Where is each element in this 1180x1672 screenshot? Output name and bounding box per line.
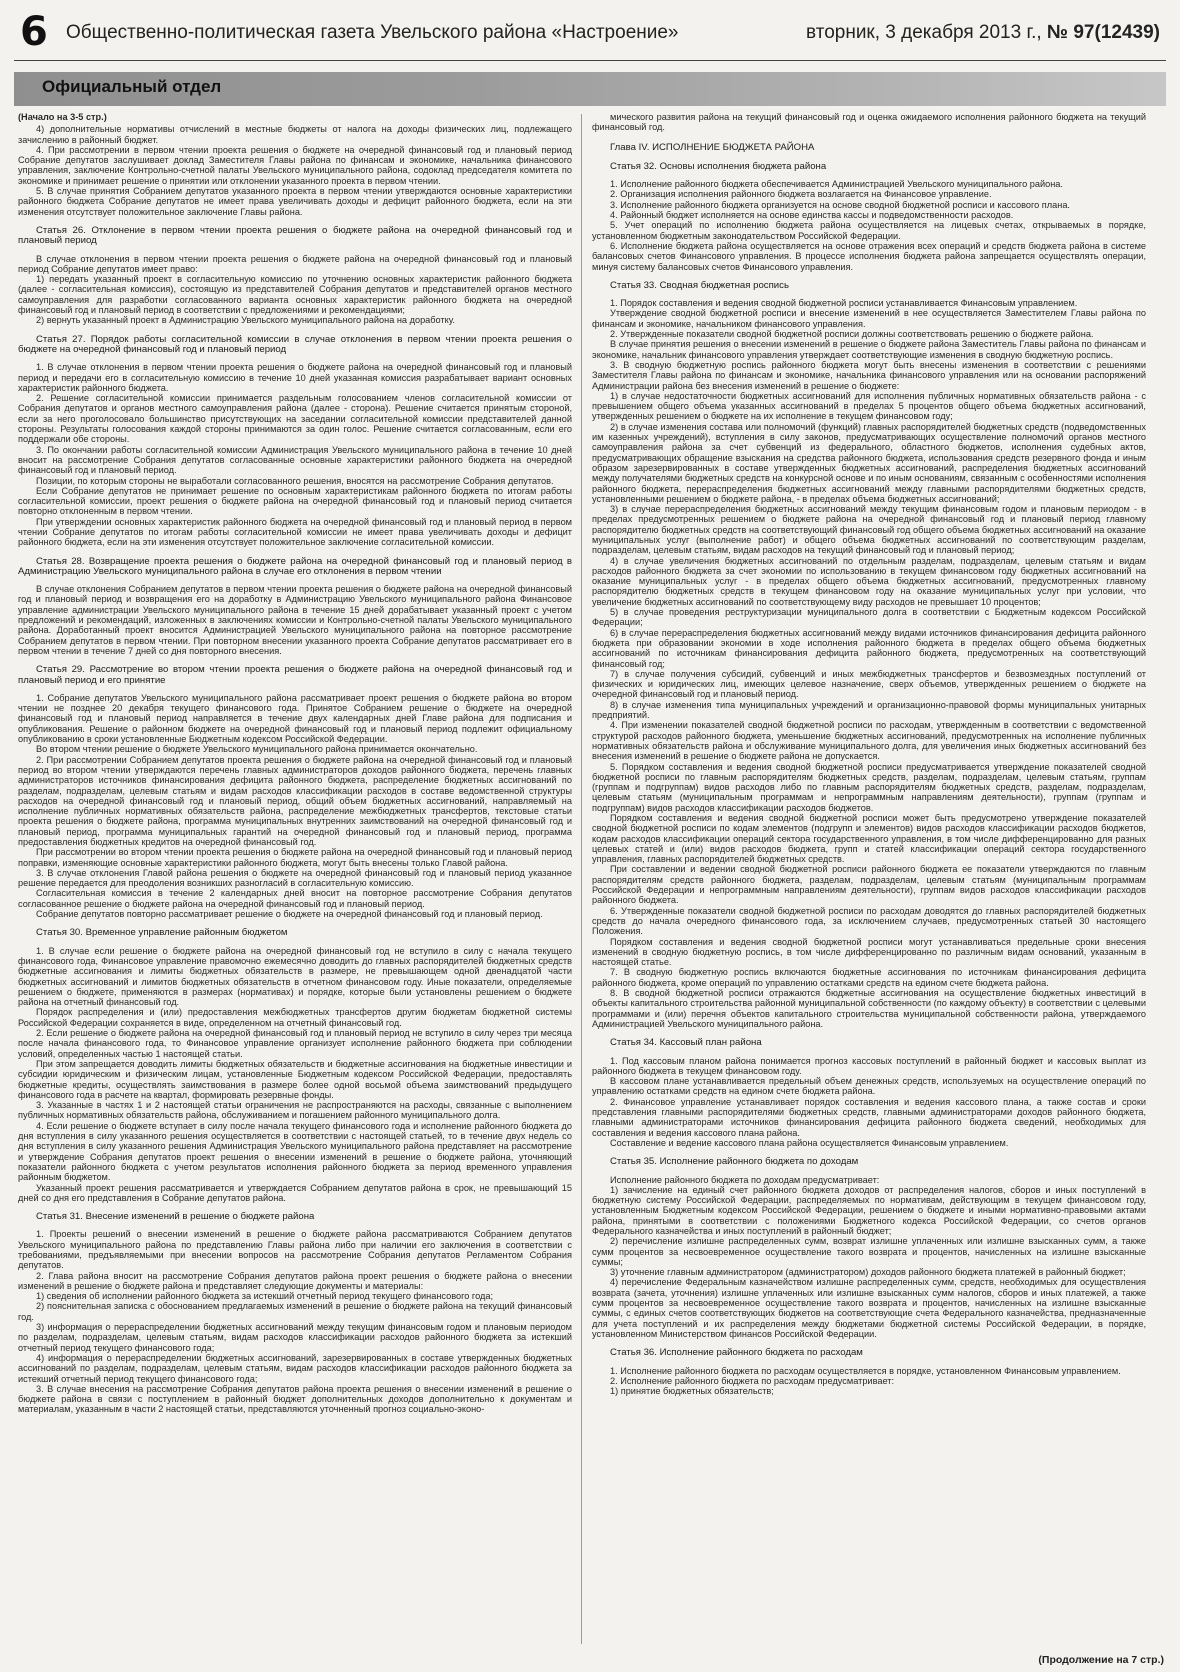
paragraph: 1) зачисление на единый счет районного бюджета доходов от распределения налогов, сборов и иных поступлений в бюджетную систему Российской Федерации, распределяемых по нормативам, действующим в текущем финансовом году, установленным Бюджетным кодексом Российской Федерации, решением о бюджете и иными нормативно-правовыми актами района, принятыми в соответствии с положениями Бюджетного кодекса Российской Федерации, со счетов органов Федерального казначейства и иных поступлений в районный бюджет;	[592, 1184, 1146, 1236]
article-26-title: Статья 26. Отклонение в первом чтении проекта решения о бюджете района на очередной финансовый год и плановый период	[18, 224, 572, 247]
paragraph: 7) в случае получения субсидий, субвенций и иных межбюджетных трансфертов и безвозмездных поступлений от физических и юридических лиц, имеющих целевое назначение, сверх объемов, утвержденных решением о бюджете на очередной финансовый год и плановый период.	[592, 668, 1146, 700]
paragraph: 2. Финансовое управление устанавливает порядок составления и ведения кассового плана, а также состав и сроки представления главными распорядителями бюджетных средств, главными администраторами доходов районного бюджета, главными администраторами источников финансирования дефицита районного бюджета сведений, необходимых для составления и ведения кассового плана района.	[592, 1096, 1146, 1138]
paragraph: Позиции, по которым стороны не выработали согласованного решения, вносятся на рассмотрение Собрания депутатов.	[36, 475, 554, 486]
paragraph: В случае принятия решения о внесении изменений в решение о бюджете района Заместитель Главы района по финансам и экономике, начальник финансового управления утверждает соответствующие изменения в сводную бюджетную роспись.	[592, 339, 1146, 360]
article-36-title: Статья 36. Исполнение районного бюджета по расходам	[610, 1347, 863, 1359]
article-30-title: Статья 30. Временное управление районным бюджетом	[36, 927, 288, 939]
page-header	[14, 8, 1166, 61]
paragraph: Согласительная комиссия в течение 2 календарных дней вносит на повторное рассмотрение Собрания депутатов согласованное решение о бюджете района на очередной финансовый год и плановый период.	[18, 888, 572, 909]
article-28-title: Статья 28. Возвращение проекта решения о бюджете района на очередной финансовый год и плановый период в Администрацию Увельского муниципального района в случае его отклонения в первом чтении	[18, 555, 572, 577]
paragraph: 1. Под кассовым планом района понимается прогноз кассовых поступлений в районный бюджет и кассовых выплат из районного бюджета в текущем финансовом году.	[592, 1055, 1146, 1076]
paragraph: 1. Исполнение районного бюджета обеспечивается Администрацией Увельского муниципального района.	[610, 179, 1063, 190]
paragraph: 1. Порядок составления и ведения сводной бюджетной росписи устанавливается Финансовым управлением.	[610, 298, 1078, 309]
paragraph: Порядок распределения и (или) предоставления межбюджетных трансфертов другим бюджетам бюджетной системы Российской Федерации сохраняется в виде, определенном на отчетный финансовый год.	[18, 1007, 572, 1028]
paragraph: 6) в случае перераспределения бюджетных ассигнований между видами источников финансирования дефицита районного бюджета при образовании экономии в ходе исполнения районного бюджета в пределах общего объема бюджетных ассигнований по источникам финансирования дефицита районного бюджета, предусмотренных на соответствующий финансовый год;	[592, 627, 1146, 669]
paragraph: 2. Исполнение районного бюджета по расходам предусматривает:	[610, 1375, 895, 1386]
paragraph: 2. Если решение о бюджете района на очередной финансовый год и плановый период не вступило в силу через три месяца после начала финансового года, то Финансовое управление организует исполнение районного бюджета при соблюдении условий, определенных частью 1 настоящей статьи.	[18, 1028, 572, 1059]
paragraph: 4. Районный бюджет исполняется на основе единства кассы и подведомственности расходов.	[610, 210, 1014, 221]
paragraph: В случае отклонения в первом чтении проекта решения о бюджете района на очередной финансовый год и плановый период Собрание депутатов имеет право:	[18, 253, 572, 274]
paragraph: 3) в случае перераспределения бюджетных ассигнований между текущим финансовым годом и плановым периодом - в пределах предусмотренных решением о бюджете района на очередной финансовый год и плановый период главному распорядителю бюджетных средств на соответствующий финансовый год общего объема бюджетных ассигнований на оказание муниципальных услуг (выполнение работ) и общего объема бюджетных ассигнований по соответствующим разделам, подразделам, целевым статьям, видам расходов на текущий финансовый год и плановый период;	[592, 504, 1146, 556]
paragraph: 8) в случае изменения типа муниципальных учреждений и организационно-правовой формы муниципальных унитарных предприятий.	[592, 699, 1146, 721]
paragraph: 2. При рассмотрении Собранием депутатов проекта решения о бюджете района на очередной финансовый год и плановый период во втором чтении утверждаются перечень главных администраторов доходов районного бюджета, перечень главных администраторов источников финансирования дефицита районного бюджета, распределение бюджетных ассигнований по разделам, подразделам, целевым статьям и видам расходов классификации расходов в составе ведомственной структуры расходов на очередной финансовый год и плановый период, общий объем бюджетных ассигнований, направляемый на исполнение публичных нормативных обязательств района, распределение межбюджетных трансфертов, текстовые статьи проекта решения о бюджете района, программа муниципальных внутренних заимствований на очередной финансовый год и плановый период, программа муниципальных гарантий на очередной финансовый год и плановый период, программа предоставления бюджетных кредитов на очередной финансовый год.	[18, 754, 572, 847]
paragraph: При рассмотрении во втором чтении проекта решения о бюджете района на очередной финансовый год и плановый период поправки, изменяющие основные характеристики районного бюджета, могут быть внесены только Главой района.	[18, 847, 572, 868]
paragraph: Составление и ведение кассового плана района осуществляется Финансовым управлением.	[610, 1137, 1009, 1148]
section-title: Официальный отдел	[42, 77, 222, 96]
paragraph: 3) информация о перераспределении бюджетных ассигнований между текущим финансовым годом и плановым периодом по разделам, подразделам, целевым статьям, видам расходов классификации расходов районного бюджета за истекший отчетный период текущего финансового года;	[18, 1322, 572, 1353]
paragraph: 4) информация о перераспределении бюджетных ассигнований, зарезервированных в составе утвержденных бюджетных ассигнований по разделам, подразделам, целевым статьям, видам расходов классификации расходов районного бюджета за истекший отчетный период текущего финансового года;	[18, 1352, 572, 1384]
paragraph: Утверждение сводной бюджетной росписи и внесение изменений в нее осуществляется Заместителем Главы района по финансам и экономике, начальником финансового управления.	[592, 308, 1146, 329]
paragraph: При составлении и ведении сводной бюджетной росписи районного бюджета ее показатели утверждаются по главным распорядителям средств районного бюджета, разделам, подразделам, целевым статьям (муниципальным программам Российской Федерации и непрограммным направлениям деятельности), группам видов расходов классификации расходов районного бюджета.	[592, 864, 1146, 906]
paragraph: В кассовом плане устанавливается предельный объем денежных средств, используемых на осуществление операций по управлению остатками средств на едином счете бюджета района.	[592, 1076, 1146, 1097]
issue-number: № 97(12439)	[1046, 22, 1160, 43]
column-divider	[581, 114, 582, 1644]
paragraph: 1. Проекты решений о внесении изменений в решение о бюджете района рассматриваются Собранием депутатов Увельского муниципального района по представлению Главы района либо при наличии его заключения в соответствии с требованиями, предъявляемыми при внесении вопросов на рассмотрение Собрания депутатов Регламентом Собрания депутатов.	[18, 1229, 572, 1271]
article-35-title: Статья 35. Исполнение районного бюджета по доходам	[610, 1156, 859, 1168]
paragraph: 4. Если решение о бюджете вступает в силу после начала текущего финансового года и исполнение районного бюджета до дня вступления в силу указанного решения осуществляется в соответствии с настоящей статьей, то в течение двух недель со дня вступления в силу указанного решения Администрация Увельского муниципального района представляет на рассмотрение и утверждение Собрания депутатов проект решения о внесении изменений в решение о бюджете района, уточняющий показатели районного бюджета с учетом результатов исполнения районного бюджета за период временного управления районным бюджетом.	[18, 1120, 572, 1183]
paragraph: 1. В случае отклонения в первом чтении проекта решения о бюджете района на очередной финансовый год и плановый период и передачи его в согласительную комиссию в течение 10 дней указанная комиссия разрабатывает вариант основных характеристик районного бюджета.	[18, 362, 572, 393]
section-bar	[14, 72, 1166, 106]
paragraph: мического развития района на текущий финансовый год и оценка ожидаемого исполнения районного бюджета на текущий финансовый год.	[592, 112, 1146, 133]
paragraph: 1. Исполнение районного бюджета по расходам осуществляется в порядке, установленном Финансовым управлением.	[610, 1365, 1121, 1376]
article-34-title: Статья 34. Кассовый план района	[610, 1037, 762, 1049]
article-33-title: Статья 33. Сводная бюджетная роспись	[610, 279, 789, 291]
paragraph: 3. По окончании работы согласительной комиссии Администрация Увельского муниципального района в течение 10 дней вносит на рассмотрение Собрания депутатов согласованные основные характеристики районного бюджета на очередной финансовый год и плановый период.	[18, 444, 572, 476]
paragraph: 2. Глава района вносит на рассмотрение Собрания депутатов района проект решения о бюджете района о внесении изменений в решение о бюджете района и представляет следующие документы и материалы:	[18, 1270, 572, 1291]
paragraph: В случае отклонения Собранием депутатов в первом чтении проекта решения о бюджете района на очередной финансовый год и плановый период и возвращения его на доработку в Администрацию Увельского муниципального района Финансовое управление администрации Увельского муниципального района в течение 15 дней дорабатывает указанный проект с учетом предложений и рекомендаций, изложенных в заключениях комиссии и Контрольно-счетной палаты Увельского муниципального района. Доработанный проект вносится Администрацией Увельского муниципального района на повторное рассмотрение Собранием депутатов в первом чтении. При повторном внесении указанного проекта Собрание депутатов рассматривает его в первом чтении в течение 7 дней со дня повторного внесения.	[18, 584, 572, 656]
paragraph: 5. Порядком составления и ведения сводной бюджетной росписи предусматривается утверждение показателей сводной бюджетной росписи по главным распорядителям бюджетных средств, разделам, подразделам, целевым статьям, группам (группам и подгруппам) видов расходов либо по главным распорядителям бюджетных средств, разделам, подразделам, целевым статьям (муниципальным программам и непрограммным направлениям деятельности), группам (группам и подгруппам) видов расходов классификации расходов бюджетов.	[592, 761, 1146, 813]
paragraph: 4) перечисление Федеральным казначейством излишне распределенных сумм, средств, необходимых для осуществления возврата (зачета, уточнения) излишне уплаченных или излишне взысканных сумм налогов, сборов и иных платежей, а также сумм процентов за несвоевременное осуществление такого возврата и процентов, начисленных на излишне взысканные суммы, с единых счетов соответствующих бюджетов на соответствующие счета Федерального казначейства, предназначенные для учета поступлений и их распределения между бюджетами бюджетной системы Российской Федерации, в порядке, установленном Министерством финансов Российской Федерации.	[592, 1277, 1146, 1339]
paragraph: При утверждении основных характеристик районного бюджета на очередной финансовый год и плановый период в первом чтении Собрание депутатов по итогам работы согласительной комиссии не имеет права увеличивать доходы и дефицит районного бюджета, если на эти изменения отсутствует положительное заключение согласительной комиссии.	[18, 516, 572, 548]
paragraph: Указанный проект решения рассматривается и утверждается Собранием депутатов района в срок, не превышающий 15 дней со дня его представления в Собрание депутатов района.	[18, 1182, 572, 1203]
paragraph: 4) дополнительные нормативы отчислений в местные бюджеты от налога на доходы физических лиц, подлежащего зачислению в районный бюджет.	[18, 124, 572, 145]
paragraph: 3. Исполнение районного бюджета организуется на основе сводной бюджетной росписи и кассового плана.	[610, 199, 1070, 210]
left-column	[18, 112, 572, 1650]
continued-on: (Продолжение на 7 стр.)	[1038, 1654, 1164, 1666]
article-29-title: Статья 29. Рассмотрение во втором чтении проекта решения о бюджете района на очередной финансовый год и плановый период и его принятие	[18, 664, 572, 686]
paragraph: 3. В сводную бюджетную роспись районного бюджета могут быть внесены изменения в соответствии с решениями Заместителя Главы района по финансам и экономике, начальника финансового управления или на основании распоряжений Администрации района без внесения изменений в решение о бюджете:	[592, 359, 1146, 391]
paragraph: 6. Исполнение бюджета района осуществляется на основе отражения всех операций и средств бюджета района в системе балансовых счетов Финансового управления. В процессе исполнения бюджета района запрещается осуществлять операции, минуя систему балансовых счетов Финансового управления.	[592, 240, 1146, 272]
article-32-title: Статья 32. Основы исполнения бюджета района	[610, 160, 827, 172]
paragraph: 3. В случае внесения на рассмотрение Собрания депутатов района проекта решения о внесении изменений в решение о бюджете района в связи с поступлением в районный бюджет дополнительных доходов дополнительно к документам и материалам, указанным в части 2 настоящей статьи, представляются уточненный прогноз социально-эконо-	[18, 1383, 572, 1415]
paragraph: 1) сведения об исполнении районного бюджета за истекший отчетный период текущего финансового года;	[36, 1291, 494, 1302]
paragraph: 3) уточнение главным администратором (администратором) доходов районного бюджета платежей в районный бюджет;	[610, 1267, 1126, 1278]
paragraph: Порядком составления и ведения сводной бюджетной росписи могут устанавливаться предельные сроки внесения изменений в сводную бюджетную роспись, в том числе дифференцированно по различным видам оснований, указанным в настоящей статье.	[592, 936, 1146, 968]
paragraph: 1. В случае если решение о бюджете района на очередной финансовый год не вступило в силу с начала текущего финансового года, Финансовое управление правомочно ежемесячно доводить до главных распорядителей бюджетных средств бюджетные ассигнования и лимиты бюджетных обязательств в размере, не превышающем одной двенадцатой части бюджетных ассигнований и лимитов бюджетных обязательств в отчетном финансовом году. Иные показатели, определяемые решением о бюджете, применяются в размерах (нормативах) и порядке, которые были установлены решением о бюджете района на отчетный финансовый год.	[18, 945, 572, 1008]
paragraph: Порядком составления и ведения сводной бюджетной росписи может быть предусмотрено утверждение показателей сводной бюджетной росписи по кодам элементов (подгрупп и элементов) видов расходов классификации расходов бюджетов, кодам расходов классификации операций сектора государственного управления, в том числе дифференцированно для разных целевых статей и (или) видов расходов бюджета, групп и статей классификации операций сектора государственного управления, главных распорядителей бюджетных средств.	[592, 813, 1146, 865]
paragraph: 2. Утвержденные показатели сводной бюджетной росписи должны соответствовать решению о бюджете района.	[610, 329, 1094, 340]
paragraph: Если Собрание депутатов не принимает решение по основным характеристикам районного бюджета по итогам работы согласительной комиссии, проект решения о бюджете района на очередной финансовый год и плановый период считается повторно отклоненным в первом чтении.	[18, 485, 572, 517]
paragraph: 4. При изменении показателей сводной бюджетной росписи по расходам, утвержденным в соответствии с ведомственной структурой расходов районного бюджета, уменьшение бюджетных ассигнований, предусмотренных на исполнение публичных нормативных обязательств района и обслуживание муниципального долга, для увеличения иных бюджетных ассигнований без внесения изменений в решение о бюджете района не допускается.	[592, 720, 1146, 762]
paragraph: 5) в случае проведения реструктуризации муниципального долга в соответствии с Бюджетным кодексом Российской Федерации;	[592, 607, 1146, 628]
paragraph: 5. Учет операций по исполнению бюджета района осуществляется на лицевых счетах, открываемых в порядке, установленном бюджетным законодательством Российской Федерации.	[592, 220, 1146, 241]
paragraph: Во втором чтении решение о бюджете Увельского муниципального района принимается окончательно.	[36, 744, 478, 755]
paragraph: При этом запрещается доводить лимиты бюджетных обязательств и бюджетные ассигнования на бюджетные инвестиции и субсидии юридическим и физическим лицам, установленные Бюджетным кодексом Российской Федерации, предоставлять бюджетные кредиты, осуществлять заимствования в размере более одной восьмой объема заимствований предыдущего финансового года в расчете на квартал, формировать резервные фонды.	[18, 1058, 572, 1100]
article-27-title: Статья 27. Порядок работы согласительной комиссии в случае отклонения в первом чтении проекта решения о бюджете на очередной финансовый год и плановый период	[18, 333, 572, 355]
right-column	[592, 112, 1146, 1650]
paragraph: 3. В случае отклонения Главой района решения о бюджете на очередной финансовый год и плановый период указанное решение передается для преодоления возникших разногласий в согласительную комиссию.	[18, 867, 572, 889]
paragraph: 2) в случае изменения состава или полномочий (функций) главных распорядителей бюджетных средств (подведомственных им казенных учреждений), вступления в силу законов, предусматривающих осуществление полномочий органов местного самоуправления района за счет субвенций из федерального, областного бюджетов, исполнения судебных актов, предусматривающих обращение взыскания на средства районного бюджета, использования средств резервного фонда и иным образом зарезервированных в составе утвержденных бюджетных ассигнований, распределения бюджетных ассигнований между получателями бюджетных средств на конкурсной основе и по иным основаниям, связанным с особенностями исполнения районного бюджета, перераспределения бюджетных ассигнований между главными распорядителями бюджетных средств, установленными решением о бюджете района, - в пределах объема бюджетных ассигнований;	[592, 421, 1146, 504]
page-number: 6	[20, 9, 48, 55]
chapter-4-title: Глава IV. ИСПОЛНЕНИЕ БЮДЖЕТА РАЙОНА	[610, 141, 815, 153]
newspaper-name: Общественно-политическая газета Увельского района «Настроение»	[66, 22, 679, 43]
paragraph: 1. Собрание депутатов Увельского муниципального района рассматривает проект решения о бюджете района во втором чтении не позднее 20 декабря текущего финансового года. Принятое Собранием решение о бюджете на очередной финансовый год и плановый период направляется в течение двух календарных дней Главе района для подписания и опубликования. Решение о районном бюджете на очередной финансовый год и плановый период подлежит официальному опубликованию в сроки установленные Бюджетным кодексом Российской Федерации.	[18, 692, 572, 745]
paragraph: 2. Решение согласительной комиссии принимается раздельным голосованием членов согласительной комиссии от Собрания депутатов и органов местного самоуправления района (далее - сторона). Решение считается принятым стороной, если за него проголосовало большинство присутствующих на заседании согласительной комиссии представителей данной стороны. Результаты голосования каждой стороны принимаются за один голос. Решение считается согласованным, если его поддержали обе стороны.	[18, 393, 572, 445]
paragraph: 1) в случае недостаточности бюджетных ассигнований для исполнения публичных нормативных обязательств района - с превышением общего объема указанных ассигнований в пределах 5 процентов общего объема бюджетных ассигнований, утвержденных решением о бюджете на их исполнение в текущем финансовом году;	[592, 390, 1146, 422]
paragraph: 7. В сводную бюджетную роспись включаются бюджетные ассигнования по источникам финансирования дефицита районного бюджета, кроме операций по управлению остатками средств на едином счете бюджета района.	[592, 967, 1146, 988]
issue-date	[806, 22, 1160, 44]
paragraph: 2) перечисление излишне распределенных сумм, возврат излишне уплаченных или излишне взысканных сумм, а также сумм процентов за несвоевременное осуществление такого возврата и процентов, начисленных на излишне взысканные суммы;	[592, 1236, 1146, 1267]
paragraph: 3. Указанные в частях 1 и 2 настоящей статьи ограничения не распространяются на расходы, связанные с выполнением публичных нормативных обязательств района, обслуживанием и погашением районного муниципального долга.	[18, 1100, 572, 1121]
paragraph: 2. Организация исполнения районного бюджета возлагается на Финансовое управление.	[610, 189, 992, 200]
issue-date-text: вторник, 3 декабря 2013 г.,	[806, 22, 1042, 43]
paragraph: Исполнение районного бюджета по доходам предусматривает:	[610, 1174, 880, 1185]
paragraph: Собрание депутатов повторно рассматривает решение о бюджете на очередной финансовый год и плановый период.	[36, 909, 543, 920]
paragraph: 4. При рассмотрении в первом чтении проекта решения о бюджете на очередной финансовый год и плановый период Собрание депутатов заслушивает доклад Заместителя Главы района по финансам и экономике, начальника финансового управления, заключение Контрольно-счетной палаты Увельского муниципального района, содоклад председателя комитета по экономике и принимает решение о принятии или отклонении указанного проекта в первом чтении.	[18, 144, 572, 186]
paragraph: 5. В случае принятия Собранием депутатов указанного проекта в первом чтении утверждаются основные характеристики районного бюджета Собрание депутатов не имеет права увеличивать доходы и дефицит районного бюджета, если на эти изменения отсутствует положительное заключение Главы района.	[18, 186, 572, 217]
paragraph: 1) принятие бюджетных обязательств;	[610, 1386, 774, 1397]
paragraph: 8. В сводной бюджетной росписи отражаются бюджетные ассигнования на осуществление бюджетных инвестиций в объекты капитального строительства районной муниципальной собственности (по каждому объекту) в соответствии с целевыми программами и (или) перечня объектов капитального строительства муниципальной собственности района, утверждаемого Администрацией Увельского муниципального района.	[592, 988, 1146, 1029]
paragraph: 2) пояснительная записка с обоснованием предлагаемых изменений в решение о бюджете района на текущий финансовый год.	[18, 1301, 572, 1322]
paragraph: 2) вернуть указанный проект в Администрацию Увельского муниципального района на доработку.	[36, 315, 456, 326]
paragraph: 4) в случае увеличения бюджетных ассигнований по отдельным разделам, подразделам, целевым статьям и видам расходов районного бюджета за счет экономии по использованию в текущем финансовом году бюджетных ассигнований на оказание муниципальных услуг - в пределах общего объема бюджетных ассигнований, предусмотренных главному распорядителю бюджетных средств в текущем финансовом году на оказание муниципальных услуг при условии, что увеличение бюджетных ассигнований по соответствующему виду расходов не превышает 10 процентов;	[592, 555, 1146, 607]
paragraph: 6. Утвержденные показатели сводной бюджетной росписи по расходам доводятся до главных распорядителей бюджетных средств до начала очередного финансового года, за исключением случаев, предусмотренных статьей 30 настоящего Положения.	[592, 905, 1146, 937]
article-31-title: Статья 31. Внесение изменений в решение о бюджете района	[36, 1211, 315, 1223]
paragraph: 1) передать указанный проект в согласительную комиссию по уточнению основных характеристик районного бюджета (далее - согласительная комиссия), состоящую из представителей Собрания депутатов и представителей органов местного самоуправления для разработки согласованного варианта основных характеристик районного бюджета на очередной финансовый год и плановый период в соответствии с предложениями и рекомендациями;	[18, 274, 572, 316]
continued-from: (Начало на 3-5 стр.)	[18, 112, 107, 122]
